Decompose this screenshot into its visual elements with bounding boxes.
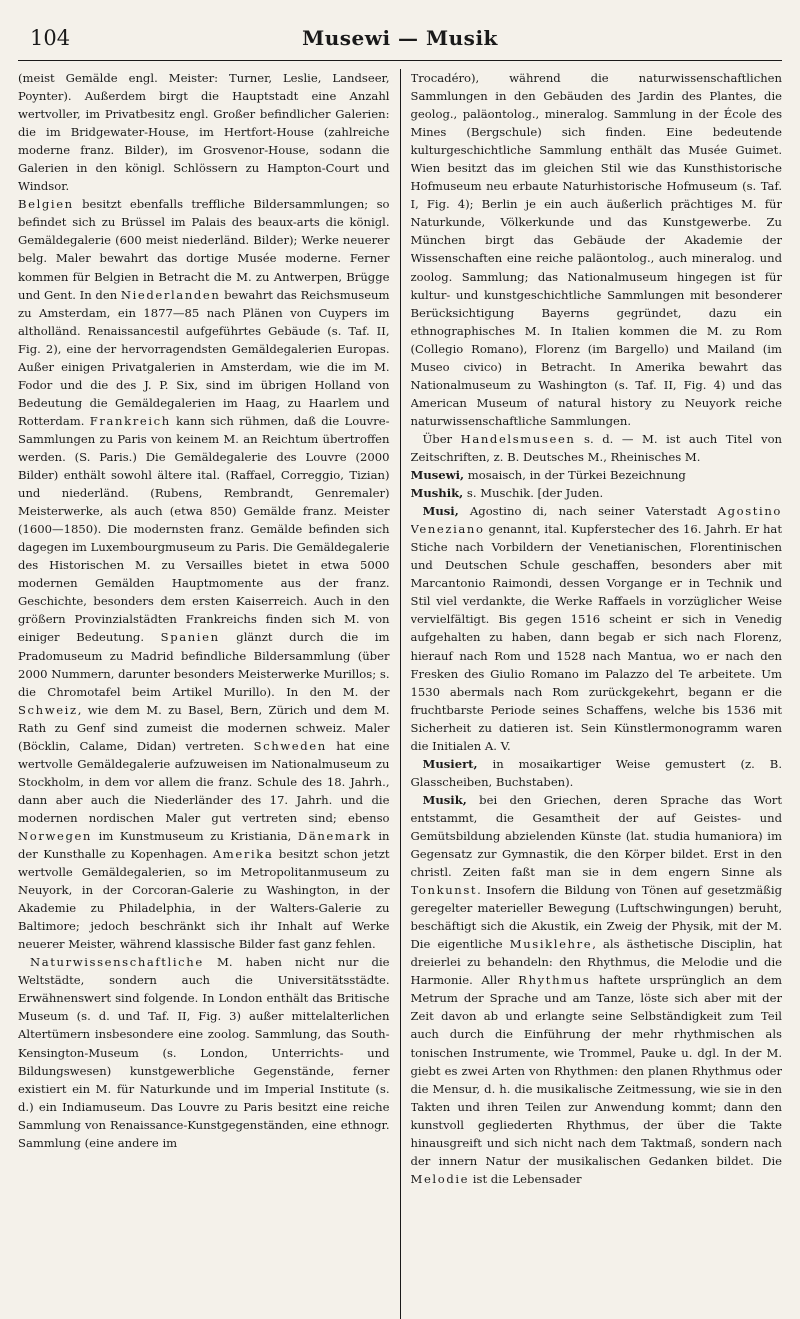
running-head: Musewi — Musik bbox=[302, 26, 498, 50]
paragraph: (meist Gemälde engl. Meister: Turner, Leslie, Landseer, Poynter). Außerdem birgt die Hauptstadt eine Anzahl wertvoller, im Privatbesitz engl. Großer befindlicher Galerien: die im Bridgewater-House, im Hertfort-House (zahlreiche moderne franz. Bilder), im Grosvenor-House, sodann die Galerien in den königl. Schlössern zu Hampton-Court und Windsor. bbox=[18, 71, 390, 194]
page-header bbox=[18, 26, 782, 61]
right-column bbox=[411, 69, 783, 1319]
text-columns bbox=[18, 69, 782, 1319]
column-divider bbox=[400, 69, 401, 1319]
headword: Musiert, bbox=[422, 756, 478, 771]
entry-musik: Musik, bei den Griechen, deren Sprache das Wort entstammt, die Gesamtheit der auf Geistes- und Gemütsbildung abzielenden Künste (lat. studia humaniora) im Gegensatz zur Gymnastik, die den Körper bildet. Erst in den christl. Zeiten faßt man sie in dem engern Sinne als Tonkunst. Insofern die Bildung von Tönen auf gesetzmäßig geregelter materieller Bewegung (Luftschwingungen) beruht, beschäftigt sich die Akustik, ein Zweig der Physik, mit der M. Die eigentliche Musiklehre, als ästhetische Disciplin, hat dreierlei zu behandeln: den Rhythmus, die Melodie und die Harmonie. Aller Rhythmus haftete ursprünglich an dem Metrum der Sprache und am Tanze, löste sich aber mit der Zeit davon ab und erlangte seine Selbständigkeit zum Teil auch durch die Einführung der mehr rhythmischen als tonischen Instrumente, wie Trommel, Pauke u. dgl. In der M. giebt es zwei Arten von Rhythmen: den planen Rhythmus oder die Mensur, d. h. die musikalische Zeitmessung, wie sie in den Takten und ihren Teilen zur Anwendung kommt; dann den kunstvoll gegliederten Rhythmus, der über die Takte hinausgreift und sich nicht nach dem Taktmaß, sondern nach der innern Natur der musikalischen Gedanken bildet. Die Melodie ist die Lebensader bbox=[410, 792, 783, 1186]
entry-musiert: Musiert, in mosaikartiger Weise gemustert (z. B. Glasscheiben, Buchstaben). bbox=[410, 756, 783, 789]
paragraph: Belgien besitzt ebenfalls treffliche Bildersammlungen; so befindet sich zu Brüssel im Palais des beaux-arts die königl. Gemäldegalerie (600 meist niederländ. Bilder); Werke neuerer belg. Maler bewahrt das dortige Musée moderne. Ferner kommen für Belgien in Betracht die M. zu Antwerpen, Brügge und Gent. In den Niederlanden bewahrt das Reichsmuseum zu Amsterdam, ein 1877—85 nach Plänen von Cuypers im altholländ. Renaissancestil aufgeführtes Gebäude (s. Taf. II, Fig. 2), eine der hervorragendsten Gemäldegalerien Europas. Außer einigen Privatgalerien in Amsterdam, wie die im M. Fodor und die des J. P. Six, sind im übrigen Holland von Bedeutung die Gemäldegalerien im Haag, zu Haarlem und Rotterdam. Frankreich kann sich rühmen, daß die Louvre-Sammlungen zu Paris von keinem M. an Reichtum übertroffen werden. (S. Paris.) Die Gemäldegalerie des Louvre (2000 Bilder) enthält sowohl ältere ital. (Raffael, Correggio, Tizian) und niederländ. (Rubens, Rembrandt, Genremaler) Meisterwerke, als auch (etwa 850) Gemälde franz. Meister (1600—1850). Die modernsten franz. Gemälde befinden sich dagegen im Luxembourgmuseum zu Paris. Die Gemäldegalerie des Historischen M. zu Versailles bietet in etwa 5000 modernen Gemälden Hauptmomente aus der franz. Geschichte, besonders dem ersten Kaiserreich. Auch in den größern Provinzialstädten Frankreichs finden sich M. von einiger Bedeutung. Spanien glänzt durch die im Pradomuseum zu Madrid befindliche Bildersammlung (über 2000 Nummern, darunter besonders Meisterwerke Murillos; s. die Chromotafel beim Artikel Murillo). In den M. der Schweiz, wie dem M. zu Basel, Bern, Zürich und dem M. Rath zu Genf sind zumeist die modernen schweiz. Maler (Böcklin, Calame, Didan) vertreten. Schweden hat eine wertvolle Gemäldegalerie aufzuweisen im Nationalmuseum zu Stockholm, in dem vor allem die franz. Schule des 18. Jahrh., dann aber auch die Niederländer des 17. Jahrh. und die modernen nordischen Maler gut vertreten sind; ebenso Norwegen im Kunstmuseum zu Kristiania, Dänemark in der Kunsthalle zu Kopenhagen. Amerika besitzt schon jetzt wertvolle Gemäldegalerien, so im Metropolitanmuseum zu Neuyork, in der Corcoran-Galerie zu Washington, in der Akademie zu Philadelphia, in der Walters-Galerie zu Baltimore; jedoch beschränkt sich ihr Inhalt auf Werke neuerer Meister, während klassische Bilder fast ganz fehlen. bbox=[18, 197, 390, 952]
headword: Mushik, bbox=[410, 486, 464, 501]
headword: Musewi, bbox=[410, 468, 465, 483]
paragraph: Über Handelsmuseen s. d. — M. ist auch Titel von Zeitschriften, z. B. Deutsches M., Rheinisches M. bbox=[410, 431, 783, 464]
left-column bbox=[18, 69, 390, 1319]
headword: Musik, bbox=[422, 792, 467, 807]
entry-musi: Musi, Agostino di, nach seiner Vaterstadt Agostino Veneziano genannt, ital. Kupferstecher des 16. Jahrh. Er hat Stiche nach Vorbildern der Venetianischen, Florentinischen und Deutschen Schule geschaffen, besonders aber mit Marcantonio Raimondi, dessen Vorgange er in Technik und Stil viel verdankte, die Werke Raffaels in vorzüglicher Weise vervielfältigt. Bis gegen 1516 scheint er sich in Venedig aufgehalten zu haben, dann begab er sich nach Florenz, hierauf nach Rom und 1528 nach Mantua, wo er nach den Fresken des Giulio Romano im Palazzo del Te arbeitete. Um 1530 abermals nach Rom zurückgekehrt, begann er die fruchtbarste Periode seines Schaffens, welche bis 1536 mit Sicherheit zu datieren ist. Sein Künstlermonogramm waren die Initialen A. V. bbox=[410, 504, 783, 753]
paragraph: Trocadéro), während die naturwissenschaftlichen Sammlungen in den Gebäuden des Jardin des Plantes, die geolog., paläontolog., mineralog. Sammlung in der École des Mines (Bergschule) sich finden. Eine bedeutende kulturgeschichtliche Sammlung enthält das Musée Guimet. Wien besitzt das im gleichen Stil wie das Kunsthistorische Hofmuseum neu erbaute Naturhistorische Hofmuseum (s. Taf. I, Fig. 4); Berlin je ein auch äußerlich prächtiges M. für Naturkunde, Völkerkunde und das Kunstgewerbe. Zu München birgt das Gebäude der Akademie der Wissenschaften eine reiche paläontolog., auch mineralog. und zoolog. Sammlung; das Nationalmuseum hingegen ist für kultur- und kunstgeschichtliche Sammlungen mit besonderer Berücksichtigung Bayerns gegründet, dazu ein ethnographisches M. In Italien kommen die M. zu Rom (Collegio Romano), Florenz (im Bargello) und Mailand (im Museo civico) in Betracht. In Amerika bewahrt das Nationalmuseum zu Washington (s. Taf. II, Fig. 4) und das American Museum of natural history zu Neuyork reiche naturwissenschaftliche Sammlungen. bbox=[410, 71, 783, 428]
entry-mushik: Mushik, s. Muschik. [der Juden. bbox=[410, 486, 604, 501]
page-number: 104 bbox=[30, 26, 71, 50]
paragraph: Naturwissenschaftliche M. haben nicht nur die Weltstädte, sondern auch die Universitätsstädte. Erwähnenswert sind folgende. In London enthält das Britische Museum (s. d. und Taf. II, Fig. 3) außer mittelalterlichen Altertümern insbesondere eine zoolog. Sammlung, das South-Kensington-Museum (s. London, Unterrichts- und Bildungswesen) kunstgewerbliche Gegenstände, ferner existiert ein M. für Naturkunde und im Imperial Institute (s. d.) ein Indiamuseum. Das Louvre zu Paris besitzt eine reiche Sammlung von Renaissance-Kunstgegenständen, eine ethnogr. Sammlung (eine andere im bbox=[18, 955, 390, 1150]
headword: Musi, bbox=[422, 504, 459, 519]
entry-musewi: Musewi, mosaisch, in der Türkei Bezeichnung bbox=[410, 468, 686, 483]
